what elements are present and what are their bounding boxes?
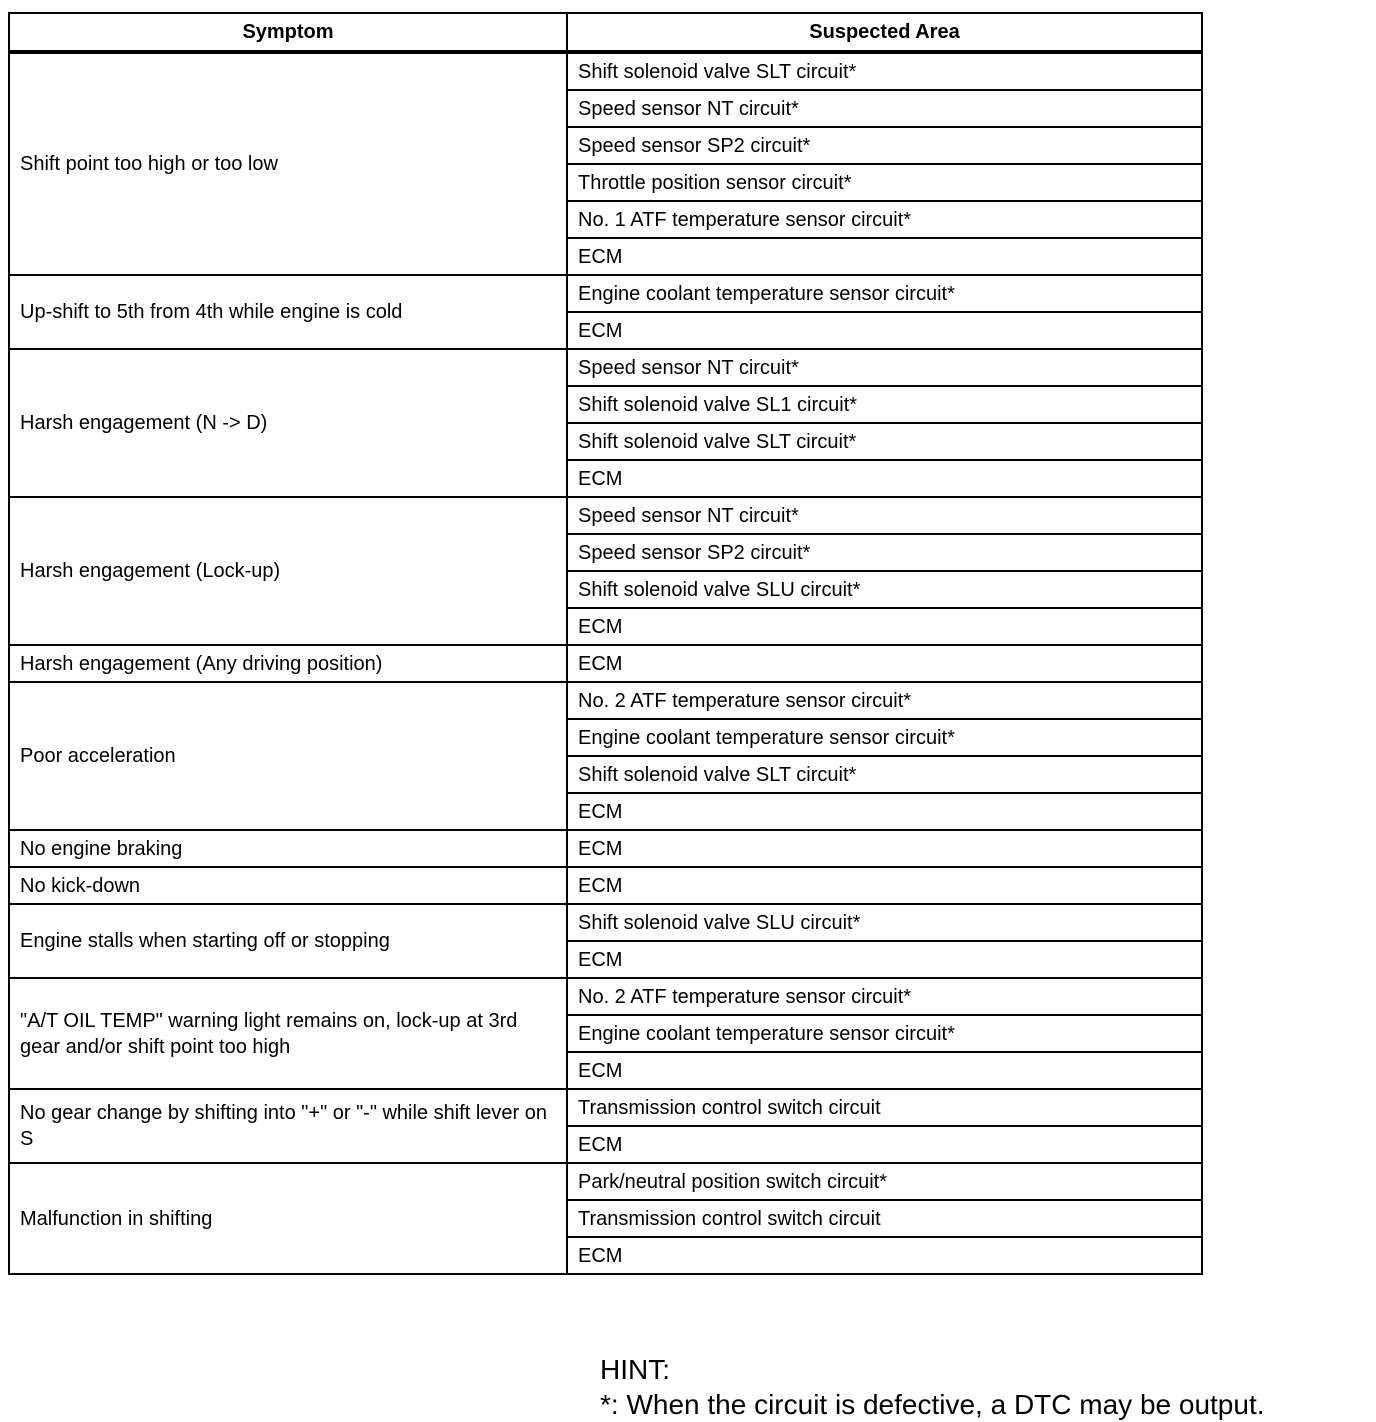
symptom-cell: No engine braking (9, 830, 567, 867)
suspected-area-cell: ECM (567, 830, 1202, 867)
table-row (9, 645, 1202, 682)
suspected-area-cell: ECM (567, 312, 1202, 349)
suspected-area-cell: Speed sensor SP2 circuit* (567, 534, 1202, 571)
hint-block (600, 1352, 1265, 1422)
suspected-area-cell: ECM (567, 1126, 1202, 1163)
header-row (9, 13, 1202, 52)
symptom-table (8, 12, 1203, 1275)
suspected-area-cell: No. 1 ATF temperature sensor circuit* (567, 201, 1202, 238)
suspected-area-cell: ECM (567, 645, 1202, 682)
suspected-area-column-header: Suspected Area (567, 13, 1202, 52)
table-row (9, 904, 1202, 941)
suspected-area-cell: Speed sensor NT circuit* (567, 90, 1202, 127)
symptom-cell: No kick-down (9, 867, 567, 904)
symptom-cell: Shift point too high or too low (9, 52, 567, 275)
symptom-cell: Up-shift to 5th from 4th while engine is cold (9, 275, 567, 349)
suspected-area-cell: Transmission control switch circuit (567, 1200, 1202, 1237)
symptom-cell: Malfunction in shifting (9, 1163, 567, 1274)
suspected-area-cell: Throttle position sensor circuit* (567, 164, 1202, 201)
symptom-column-header: Symptom (9, 13, 567, 52)
suspected-area-cell: Speed sensor NT circuit* (567, 497, 1202, 534)
suspected-area-cell: Shift solenoid valve SLU circuit* (567, 571, 1202, 608)
table-row (9, 978, 1202, 1015)
suspected-area-cell: Transmission control switch circuit (567, 1089, 1202, 1126)
table-row (9, 497, 1202, 534)
symptom-cell: "A/T OIL TEMP" warning light remains on, lock-up at 3rd gear and/or shift point too high (9, 978, 567, 1089)
suspected-area-cell: ECM (567, 460, 1202, 497)
table-row (9, 349, 1202, 386)
table-row (9, 830, 1202, 867)
symptom-cell: Harsh engagement (Lock-up) (9, 497, 567, 645)
suspected-area-cell: ECM (567, 941, 1202, 978)
suspected-area-cell: ECM (567, 1237, 1202, 1274)
table-row (9, 275, 1202, 312)
suspected-area-cell: Speed sensor SP2 circuit* (567, 127, 1202, 164)
suspected-area-cell: Shift solenoid valve SLT circuit* (567, 756, 1202, 793)
table-row (9, 867, 1202, 904)
suspected-area-cell: ECM (567, 608, 1202, 645)
table-row (9, 682, 1202, 719)
table-body (9, 52, 1202, 1274)
suspected-area-cell: ECM (567, 793, 1202, 830)
suspected-area-cell: No. 2 ATF temperature sensor circuit* (567, 978, 1202, 1015)
symptom-cell: Poor acceleration (9, 682, 567, 830)
symptom-cell: Harsh engagement (N -> D) (9, 349, 567, 497)
suspected-area-cell: Park/neutral position switch circuit* (567, 1163, 1202, 1200)
suspected-area-cell: Speed sensor NT circuit* (567, 349, 1202, 386)
suspected-area-cell: Engine coolant temperature sensor circuit* (567, 1015, 1202, 1052)
table-row (9, 52, 1202, 90)
table-row (9, 1089, 1202, 1126)
symptom-cell: Engine stalls when starting off or stopping (9, 904, 567, 978)
suspected-area-cell: ECM (567, 238, 1202, 275)
symptom-cell: No gear change by shifting into "+" or "-" while shift lever on S (9, 1089, 567, 1163)
suspected-area-cell: ECM (567, 867, 1202, 904)
suspected-area-cell: Engine coolant temperature sensor circuit* (567, 719, 1202, 756)
suspected-area-cell: Shift solenoid valve SLT circuit* (567, 423, 1202, 460)
suspected-area-cell: Shift solenoid valve SL1 circuit* (567, 386, 1202, 423)
hint-note: *: When the circuit is defective, a DTC may be output. (600, 1389, 1265, 1420)
suspected-area-cell: Shift solenoid valve SLU circuit* (567, 904, 1202, 941)
hint-title: HINT: (600, 1354, 670, 1385)
suspected-area-cell: No. 2 ATF temperature sensor circuit* (567, 682, 1202, 719)
table-row (9, 1163, 1202, 1200)
suspected-area-cell: ECM (567, 1052, 1202, 1089)
table-header (9, 13, 1202, 52)
symptom-cell: Harsh engagement (Any driving position) (9, 645, 567, 682)
suspected-area-cell: Shift solenoid valve SLT circuit* (567, 52, 1202, 90)
suspected-area-cell: Engine coolant temperature sensor circuit* (567, 275, 1202, 312)
